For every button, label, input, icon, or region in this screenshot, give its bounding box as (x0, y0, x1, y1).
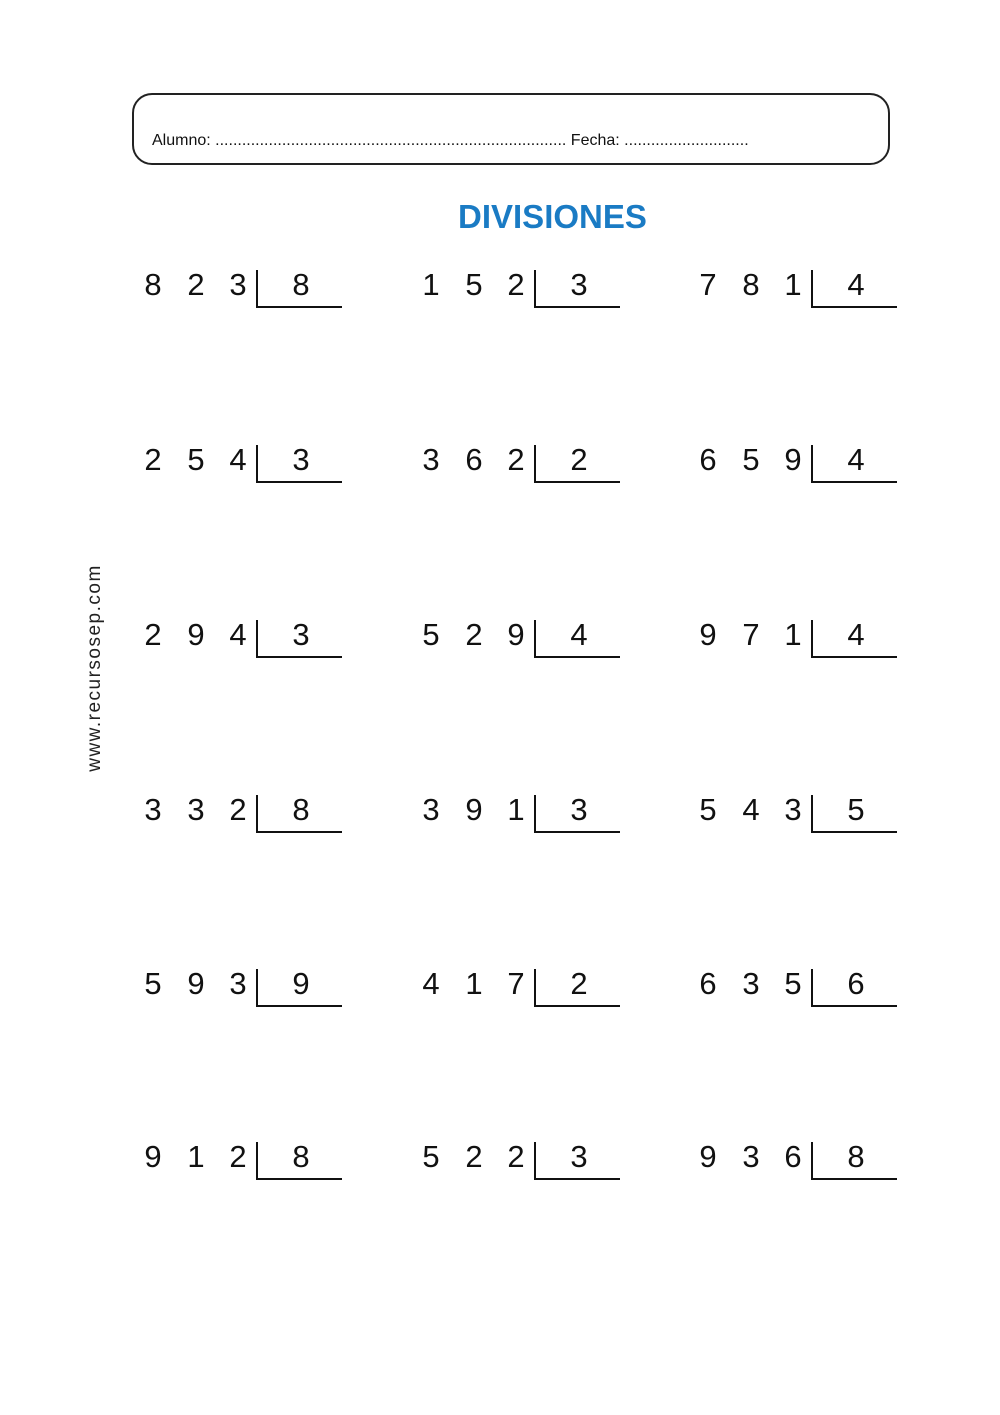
divisor: 4 (847, 442, 865, 477)
dividend-digit: 2 (144, 617, 162, 652)
dividend-digit: 4 (422, 966, 440, 1001)
dividend-digit: 1 (422, 267, 440, 302)
division-bracket-horizontal (811, 1178, 897, 1180)
dividend-digit: 5 (422, 617, 440, 652)
dividend-digit: 2 (507, 442, 525, 477)
dividend-digit: 5 (784, 966, 802, 1001)
dividend-digit: 5 (465, 267, 483, 302)
dividend-digit: 1 (507, 792, 525, 827)
division-problem (141, 616, 371, 666)
division-bracket-horizontal (256, 481, 342, 483)
dividend-digit: 4 (229, 617, 247, 652)
division-problem (696, 965, 926, 1015)
dividend-digit: 3 (187, 792, 205, 827)
dividend-digit: 1 (784, 267, 802, 302)
division-problem (419, 791, 649, 841)
dividend-digit: 9 (699, 617, 717, 652)
division-bracket-horizontal (811, 306, 897, 308)
division-bracket-horizontal (534, 306, 620, 308)
divisor: 3 (292, 617, 310, 652)
division-bracket-horizontal (256, 1005, 342, 1007)
division-bracket-horizontal (534, 481, 620, 483)
dividend-digit: 7 (507, 966, 525, 1001)
division-problem (141, 441, 371, 491)
dividend-digit: 4 (229, 442, 247, 477)
divisor: 8 (292, 1139, 310, 1174)
division-problem (419, 441, 649, 491)
divisor: 4 (847, 617, 865, 652)
division-problem (419, 266, 649, 316)
divisor: 5 (847, 792, 865, 827)
dividend-digit: 5 (742, 442, 760, 477)
dividend-digit: 3 (784, 792, 802, 827)
dividend-digit: 9 (507, 617, 525, 652)
dividend-digit: 9 (187, 966, 205, 1001)
dividend-digit: 1 (187, 1139, 205, 1174)
division-bracket-horizontal (256, 306, 342, 308)
divisor: 8 (292, 267, 310, 302)
dividend-digit: 9 (784, 442, 802, 477)
dividend-digit: 6 (699, 966, 717, 1001)
divisor: 3 (570, 792, 588, 827)
dividend-digit: 2 (507, 1139, 525, 1174)
division-problem (696, 266, 926, 316)
division-bracket-horizontal (534, 1005, 620, 1007)
dividend-digit: 3 (422, 792, 440, 827)
divisor: 4 (570, 617, 588, 652)
division-problem (141, 266, 371, 316)
dividend-digit: 3 (422, 442, 440, 477)
dividend-digit: 6 (784, 1139, 802, 1174)
division-bracket-horizontal (534, 1178, 620, 1180)
division-problem (696, 441, 926, 491)
dividend-digit: 8 (144, 267, 162, 302)
divisor: 2 (570, 442, 588, 477)
dividend-digit: 5 (699, 792, 717, 827)
dividend-digit: 1 (465, 966, 483, 1001)
dividend-digit: 2 (507, 267, 525, 302)
division-problem (696, 791, 926, 841)
dividend-digit: 3 (742, 1139, 760, 1174)
division-problem (696, 1138, 926, 1188)
dividend-digit: 8 (742, 267, 760, 302)
division-bracket-vertical (534, 620, 536, 657)
divisor: 3 (292, 442, 310, 477)
dividend-digit: 2 (229, 792, 247, 827)
dividend-digit: 5 (187, 442, 205, 477)
division-bracket-vertical (256, 795, 258, 832)
dividend-digit: 1 (784, 617, 802, 652)
page-title: DIVISIONES (458, 198, 647, 235)
division-bracket-vertical (534, 445, 536, 482)
division-bracket-vertical (256, 620, 258, 657)
dividend-digit: 3 (229, 267, 247, 302)
division-problem (419, 616, 649, 666)
dividend-digit: 2 (465, 617, 483, 652)
division-bracket-horizontal (534, 656, 620, 658)
dividend-digit: 7 (699, 267, 717, 302)
divisor: 8 (292, 792, 310, 827)
dividend-digit: 2 (465, 1139, 483, 1174)
divisor: 8 (847, 1139, 865, 1174)
division-problem (419, 1138, 649, 1188)
divisor: 2 (570, 966, 588, 1001)
dividend-digit: 6 (465, 442, 483, 477)
divisor: 4 (847, 267, 865, 302)
dividend-digit: 9 (187, 617, 205, 652)
division-problem (141, 791, 371, 841)
division-bracket-vertical (811, 620, 813, 657)
dividend-digit: 3 (742, 966, 760, 1001)
division-bracket-vertical (811, 969, 813, 1006)
dividend-digit: 2 (144, 442, 162, 477)
dividend-digit: 4 (742, 792, 760, 827)
division-bracket-horizontal (256, 831, 342, 833)
division-bracket-vertical (811, 795, 813, 832)
divisor: 3 (570, 267, 588, 302)
division-bracket-horizontal (811, 1005, 897, 1007)
dividend-digit: 3 (144, 792, 162, 827)
division-bracket-vertical (811, 445, 813, 482)
division-bracket-vertical (534, 270, 536, 307)
division-bracket-vertical (534, 1142, 536, 1179)
division-bracket-vertical (256, 969, 258, 1006)
dividend-digit: 6 (699, 442, 717, 477)
dividend-digit: 9 (465, 792, 483, 827)
dividend-digit: 3 (229, 966, 247, 1001)
division-bracket-vertical (811, 1142, 813, 1179)
division-bracket-horizontal (256, 656, 342, 658)
fecha-field[interactable]: ............................ (624, 132, 749, 149)
division-bracket-horizontal (534, 831, 620, 833)
division-bracket-vertical (811, 270, 813, 307)
division-bracket-horizontal (256, 1178, 342, 1180)
division-problem (141, 965, 371, 1015)
division-problem (419, 965, 649, 1015)
alumno-field[interactable]: ............................................................................... (215, 132, 567, 149)
dividend-digit: 9 (144, 1139, 162, 1174)
dividend-digit: 5 (422, 1139, 440, 1174)
divisor: 6 (847, 966, 865, 1001)
division-bracket-vertical (256, 445, 258, 482)
watermark: www.recursosep.com (84, 564, 105, 772)
division-problem (696, 616, 926, 666)
dividend-digit: 5 (144, 966, 162, 1001)
division-bracket-horizontal (811, 831, 897, 833)
division-bracket-vertical (256, 1142, 258, 1179)
fecha-label: Fecha: (570, 132, 620, 149)
dividend-digit: 9 (699, 1139, 717, 1174)
student-info-line (152, 132, 749, 150)
division-problem (141, 1138, 371, 1188)
division-bracket-horizontal (811, 656, 897, 658)
divisor: 3 (570, 1139, 588, 1174)
dividend-digit: 2 (187, 267, 205, 302)
division-bracket-vertical (534, 795, 536, 832)
student-info-box (132, 93, 890, 165)
division-bracket-vertical (534, 969, 536, 1006)
dividend-digit: 7 (742, 617, 760, 652)
division-bracket-horizontal (811, 481, 897, 483)
alumno-label: Alumno: (152, 132, 211, 149)
dividend-digit: 2 (229, 1139, 247, 1174)
divisor: 9 (292, 966, 310, 1001)
division-bracket-vertical (256, 270, 258, 307)
